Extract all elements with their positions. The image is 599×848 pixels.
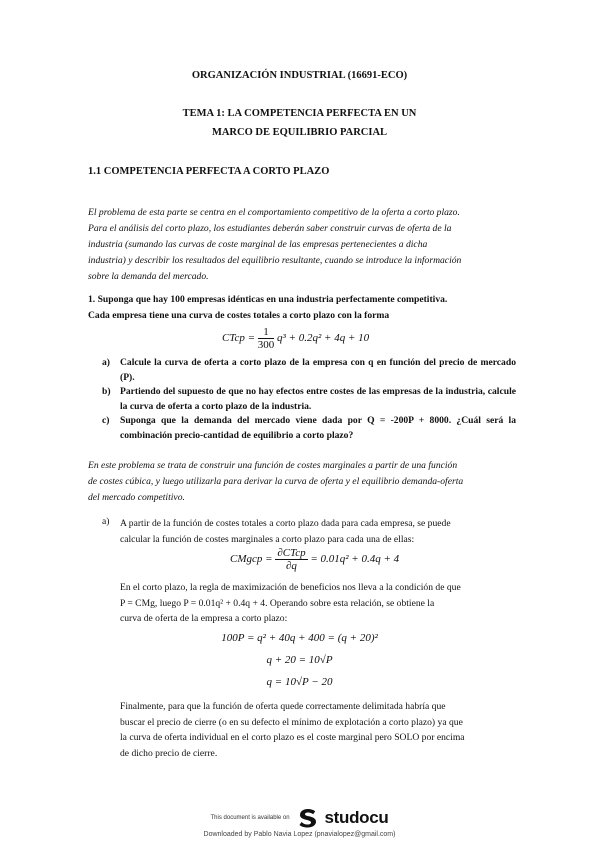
intro-line: El problema de esta parte se centra en el comportamiento competitivo de la oferta a corto plazo. xyxy=(88,207,460,218)
answer-line: curva de oferta de la empresa a corto plazo: xyxy=(120,613,288,624)
question-list xyxy=(88,356,516,443)
topic-title-line2: MARCO DE EQUILIBRIO PARCIAL xyxy=(211,127,388,138)
answer-line: Finalmente, para que la función de oferta quede correctamente delimitada habría que xyxy=(120,701,446,712)
intro-line: Para el análisis del corto plazo, los estudiantes deberán saber construir curvas de oferta de la xyxy=(88,223,452,234)
problem-line: 1. Suponga que hay 100 empresas idénticas en una industria perfectamente competitiva. xyxy=(88,294,448,305)
marginal-cost-equation xyxy=(230,547,399,572)
eq1-lhs: CMgcp = xyxy=(230,553,273,566)
problem-line: Cada empresa tiene una curva de costes totales a corto plazo con la forma xyxy=(88,310,390,321)
intro-line: sobre la demanda del mercado. xyxy=(88,271,209,282)
question-label: a) xyxy=(102,357,110,368)
section-title: 1.1 COMPETENCIA PERFECTA A CORTO PLAZO xyxy=(88,166,330,177)
answer-paragraph-1 xyxy=(120,516,516,547)
answer-line: En el corto plazo, la regla de maximización de beneficios nos lleva a la condición de que xyxy=(120,582,461,593)
formula-rhs: q³ + 0.2q² + 4q + 10 xyxy=(277,332,370,345)
footer-downloaded: Downloaded by Pablo Navia Lopez (pnavialopez@gmail.com) xyxy=(203,831,396,838)
answer-paragraph-3 xyxy=(120,699,516,761)
question-label: b) xyxy=(102,386,111,397)
cost-formula xyxy=(222,326,369,351)
studocu-brand[interactable]: studocu xyxy=(324,808,389,827)
explanation-line: de costes cúbica, y luego utilizarla para derivar la curva de oferta y el equilibrio demanda-oferta xyxy=(88,476,464,487)
question-item xyxy=(88,385,516,414)
answer-line: de dicho precio de cierre. xyxy=(120,747,218,759)
availability-text: This document is available on xyxy=(210,815,290,821)
eq1-denominator: ∂q xyxy=(285,560,297,572)
studocu-logo-icon xyxy=(298,808,318,828)
question-text: Suponga que la demanda del mercado viene dada por Q = -200P + 8000. ¿Cuál será la combinación precio-cantidad de equilibrio a corto plazo? xyxy=(120,415,516,441)
answer-line: la curva de oferta individual en el corto plazo es el coste marginal pero SOLO por encima xyxy=(120,732,465,743)
question-label: c) xyxy=(102,415,110,426)
formula-numerator: 1 xyxy=(258,326,275,339)
answer-line: calcular la función de costes marginales a corto plazo para cada una de ellas: xyxy=(120,533,415,545)
formula-fraction xyxy=(258,326,275,351)
question-text: Partiendo del supuesto de que no hay efectos entre costes de las empresas de la industria, calcule la curva de oferta a corto plazo de la industria. xyxy=(120,386,516,412)
question-item xyxy=(88,414,516,443)
problem-statement xyxy=(88,292,516,324)
topic-title-line1: TEMA 1: LA COMPETENCIA PERFECTA EN UN xyxy=(182,108,417,119)
formula-denominator: 300 xyxy=(257,339,275,351)
eq1-rhs: = 0.01q² + 0.4q + 4 xyxy=(310,553,400,566)
supply-equation-3: q = 10√P − 20 xyxy=(266,676,333,688)
intro-line: industria) y describir los resultados del equilibrio resultante, cuando se introduce la información xyxy=(88,255,462,266)
supply-equation-2: q + 20 = 10√P xyxy=(266,654,333,666)
question-item xyxy=(88,356,516,385)
answer-label: a) xyxy=(102,516,110,527)
course-title: ORGANIZACIÓN INDUSTRIAL (16691-ECO) xyxy=(191,70,408,81)
intro-paragraph xyxy=(88,205,516,285)
answer-line: A partir de la función de costes totales a corto plazo dada para cada empresa, se puede xyxy=(120,518,451,529)
intro-line: industria (sumando las curvas de coste marginal de las empresas pertenecientes a dicha xyxy=(88,239,428,250)
answer-paragraph-2 xyxy=(120,580,516,627)
eq1-numerator: ∂CTcp xyxy=(277,547,306,559)
formula-lhs: CTcp = xyxy=(222,332,255,345)
answer-line: buscar el precio de cierre (o en su defecto el mínimo de explotación a corto plazo) ya que xyxy=(120,716,463,728)
explanation-paragraph xyxy=(88,458,516,506)
answer-line: P = CMg, luego P = 0.01q² + 0.4q + 4. Operando sobre esta relación, se obtiene la xyxy=(120,597,435,609)
question-text: Calcule la curva de oferta a corto plazo de la empresa con q en función del precio de mercado (P). xyxy=(120,357,516,383)
explanation-line: En este problema se trata de construir una función de costes marginales a partir de una función xyxy=(88,460,458,471)
footer-availability xyxy=(0,808,599,828)
explanation-line: del mercado competitivo. xyxy=(88,492,185,503)
supply-equation-1: 100P = q² + 40q + 400 = (q + 20)² xyxy=(221,632,378,644)
eq1-fraction xyxy=(275,547,307,572)
